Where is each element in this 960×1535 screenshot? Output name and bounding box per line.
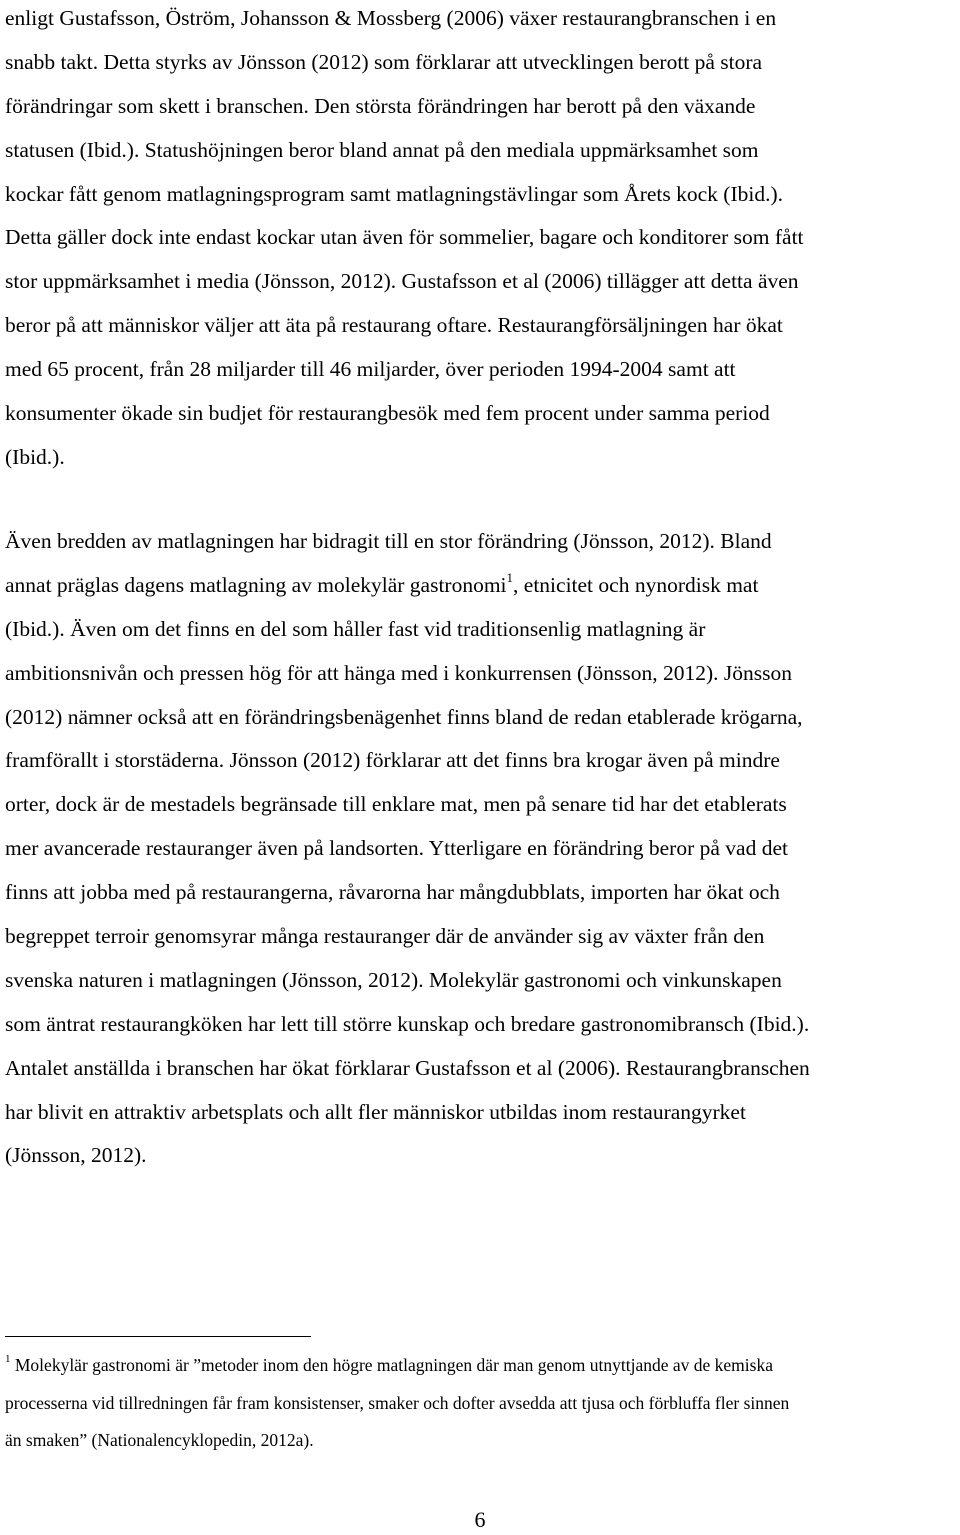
body-paragraph-1	[5, 0, 960, 480]
text-line: svenska naturen i matlagningen (Jönsson, 2012). Molekylär gastronomi och vinkunskapen	[5, 967, 782, 992]
text-line: mer avancerade restauranger även på landsorten. Ytterligare en förändring beror på vad det	[5, 836, 788, 861]
text-line: framförallt i storstäderna. Jönsson (2012) förklarar att det finns bra krogar även på mindre	[5, 748, 780, 773]
text-line: orter, dock är de mestadels begränsade till enklare mat, men på senare tid har det etablerats	[5, 792, 787, 817]
footnote-reference[interactable]: 1	[506, 569, 514, 585]
text-line: enligt Gustafsson, Öström, Johansson & Mossberg (2006) växer restaurangbranschen i en	[5, 6, 777, 30]
text-line: konsumenter ökade sin budjet för restaurangbesök med fem procent under samma period	[5, 401, 770, 426]
text-line: ambitionsnivån och pressen hög för att hänga med i konkurrensen (Jönsson, 2012). Jönsson	[5, 660, 793, 685]
text-line: beror på att människor väljer att äta på restaurang oftare. Restaurangförsäljningen har ökat	[5, 313, 783, 338]
body-paragraph-2	[5, 520, 960, 1178]
text-line: snabb takt. Detta styrks av Jönsson (2012) som förklarar att utvecklingen berott på stora	[5, 49, 763, 74]
footnote-divider	[5, 1336, 311, 1337]
text-line: (Ibid.).	[5, 444, 65, 469]
text-line: (Ibid.). Även om det finns en del som håller fast vid traditionsenlig matlagning är	[5, 616, 706, 641]
footnote-line: än smaken” (Nationalencyklopedin, 2012a).	[5, 1430, 314, 1450]
footnote-number: 1	[5, 1353, 11, 1365]
text-line: (Jönsson, 2012).	[5, 1143, 147, 1168]
text-segment: annat präglas dagens matlagning av molekylär gastronomi	[5, 572, 507, 597]
text-line: (2012) nämner också att en förändringsbenägenhet finns bland de redan etablerade krögarna,	[5, 704, 803, 729]
text-line: har blivit en attraktiv arbetsplats och allt fler människor utbildas inom restaurangyrket	[5, 1099, 746, 1124]
footnote-text: Molekylär gastronomi är ”metoder inom den högre matlagningen där man genom utnyttjande av de kemiska	[10, 1355, 773, 1375]
text-line: som äntrat restaurangköken har lett till större kunskap och bredare gastronomibransch (Ibid.).	[5, 1011, 810, 1036]
text-line: kockar fått genom matlagningsprogram samt matlagningstävlingar som Årets kock (Ibid.).	[5, 181, 783, 206]
text-line: med 65 procent, från 28 miljarder till 46 miljarder, över perioden 1994-2004 samt att	[5, 357, 736, 382]
text-line-with-footnote	[5, 564, 960, 608]
text-line: förändringar som skett i branschen. Den största förändringen har berott på den växande	[5, 93, 756, 118]
footnote-line: processerna vid tillredningen får fram konsistenser, smaker och dofter avsedda att tjusa och förbluffa fler sinnen	[5, 1392, 790, 1413]
text-line: finns att jobba med på restaurangerna, råvarorna har mångdubblats, importen har ökat och	[5, 880, 780, 905]
page-number: 6	[474, 1507, 486, 1532]
text-line: Detta gäller dock inte endast kockar utan även för sommelier, bagare och konditorer som fått	[5, 225, 804, 250]
text-line: statusen (Ibid.). Statushöjningen beror bland annat på den mediala uppmärksamhet som	[5, 137, 759, 162]
footnote-section	[5, 1347, 960, 1460]
footnote-line	[5, 1347, 960, 1385]
text-line: begreppet terroir genomsyrar många restauranger där de använder sig av växter från den	[5, 924, 765, 949]
text-segment: , etnicitet och nynordisk mat	[513, 572, 759, 597]
text-line: Antalet anställda i branschen har ökat förklarar Gustafsson et al (2006). Restaurangbranschen	[5, 1055, 810, 1080]
text-line: stor uppmärksamhet i media (Jönsson, 2012). Gustafsson et al (2006) tillägger att detta även	[5, 269, 799, 294]
text-line: Även bredden av matlagningen har bidragit till en stor förändring (Jönsson, 2012). Bland	[5, 529, 772, 553]
